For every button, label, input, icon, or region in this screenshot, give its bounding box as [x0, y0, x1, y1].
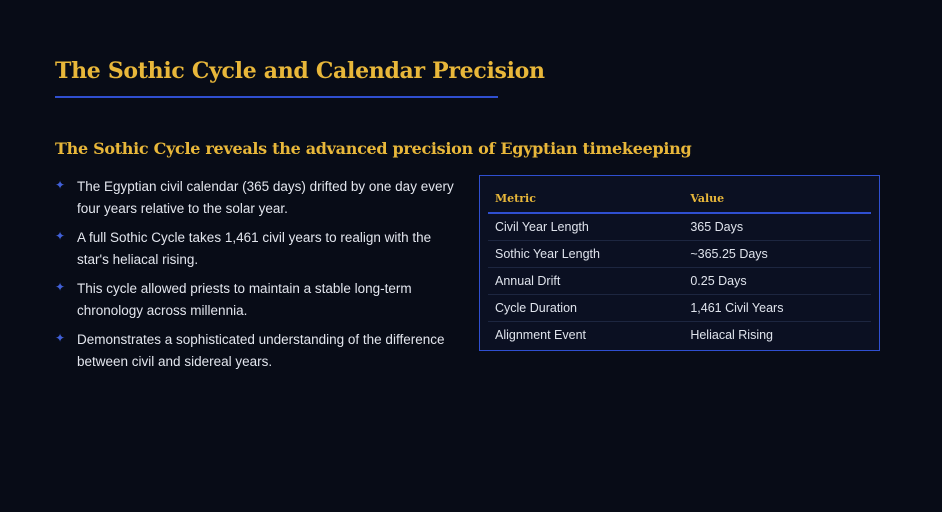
header-value: Value — [683, 186, 871, 213]
table-row — [488, 241, 871, 268]
table-row — [488, 322, 871, 349]
four-point-star-icon: ✦ — [55, 229, 66, 243]
value-cell: 1,461 Civil Years — [683, 295, 871, 322]
metric-cell: Alignment Event — [495, 328, 587, 342]
bullet-item — [55, 227, 455, 270]
metric-cell: Cycle Duration — [488, 295, 683, 322]
bullet-text: Demonstrates a sophisticated understanding of the difference between civil and sidereal years. — [77, 332, 445, 369]
value-cell: 0.25 Days — [683, 268, 871, 295]
four-point-star-icon: ✦ — [55, 331, 66, 345]
bullet-item — [55, 278, 455, 321]
value-cell: Heliacal Rising — [690, 328, 774, 342]
bullet-item — [55, 176, 455, 219]
bullet-text: This cycle allowed priests to maintain a stable long-term chronology across millennia. — [77, 281, 412, 318]
bullet-item — [55, 329, 455, 372]
value-cell: 365 Days — [683, 213, 871, 241]
table-row — [488, 213, 871, 241]
title-underline — [55, 96, 498, 98]
metric-cell: Sothic Year Length — [488, 241, 683, 268]
four-point-star-icon: ✦ — [55, 280, 66, 294]
metric-cell: Civil Year Length — [488, 213, 683, 241]
value-cell: ~365.25 Days — [683, 241, 871, 268]
bullet-text: The Egyptian civil calendar (365 days) drifted by one day every four years relative to the solar year. — [77, 179, 454, 216]
slide-subtitle: The Sothic Cycle reveals the advanced precision of Egyptian timekeeping — [55, 139, 692, 158]
bullet-text: A full Sothic Cycle takes 1,461 civil years to realign with the star's heliacal rising. — [77, 230, 432, 267]
metric-cell: Annual Drift — [488, 268, 683, 295]
table-row — [488, 268, 871, 295]
header-metric: Metric — [488, 186, 683, 213]
metrics-table-card — [479, 175, 880, 351]
table-header-row — [488, 186, 871, 213]
metrics-table — [488, 186, 871, 348]
bullet-list — [55, 176, 455, 380]
slide-title: The Sothic Cycle and Calendar Precision — [55, 58, 545, 84]
table-row — [488, 295, 871, 322]
four-point-star-icon: ✦ — [55, 178, 66, 192]
